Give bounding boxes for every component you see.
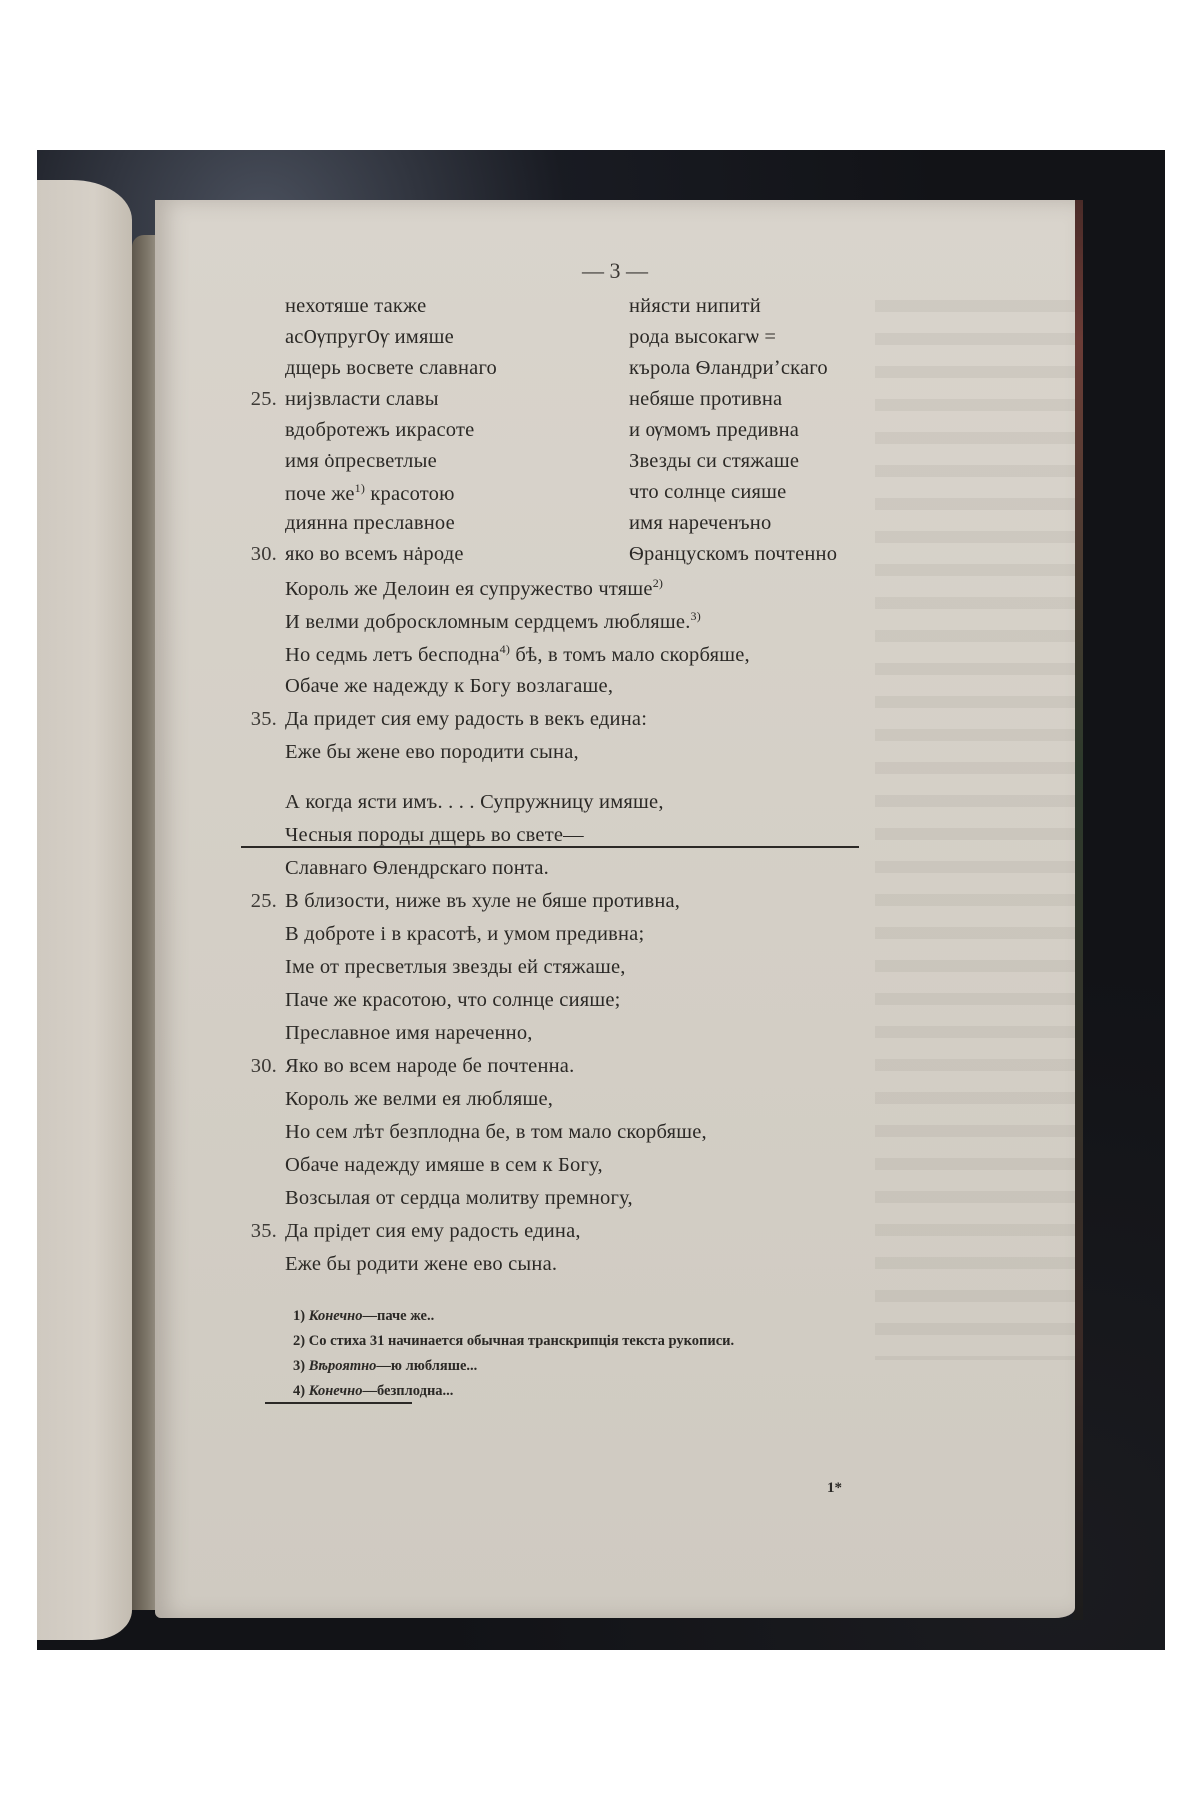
verse-text-wrap: [285, 576, 663, 601]
verse-row: [155, 326, 1055, 357]
footnote: [293, 1358, 477, 1375]
footnote-text: —паче же..: [362, 1308, 435, 1324]
verse-right: нйясти нипитй: [629, 295, 761, 317]
verse-text-wrap: [285, 642, 750, 667]
line-number: 35.: [250, 708, 277, 730]
verse-text: В близости, ниже въ хуле не бяше противна,: [285, 890, 681, 912]
footnote-ref: 4): [499, 642, 511, 656]
verse-row: [155, 388, 1055, 419]
footnote-emphasis: Конечно: [308, 1383, 363, 1399]
verse-text: А когда ясти имъ. . . . Супружницу имяше,: [285, 791, 664, 813]
verse-left: дщерь восвете славнаго: [285, 357, 498, 379]
footnote-mark: 4): [293, 1383, 306, 1399]
verse-right: имя нареченъно: [629, 512, 772, 534]
footnote-text: —безплодна...: [362, 1383, 454, 1399]
verse-line: [155, 1187, 1055, 1218]
verse-text: Король же Делоин ея супружество чтяше: [285, 577, 653, 600]
verse-right: что солнце сияше: [629, 481, 787, 503]
verse-text: Преславное имя нареченно,: [285, 1022, 533, 1044]
verse-line: [155, 1253, 1055, 1284]
verse-text: поче же: [285, 482, 355, 505]
signature-mark: 1*: [827, 1480, 842, 1496]
verse-row: [155, 481, 1055, 512]
footnote-text: —ю любляше...: [376, 1358, 478, 1374]
verse-line: [155, 1121, 1055, 1152]
verse-text-wrap: [285, 609, 701, 634]
verse-row: [155, 450, 1055, 481]
verse-text: Паче же красотою, что солнце сияше;: [285, 989, 621, 1011]
verse-line: [155, 857, 1055, 888]
verse-text: Но седмь летъ бесподна: [285, 643, 500, 666]
verse-line: [155, 923, 1055, 954]
verse-line: [155, 1022, 1055, 1053]
footnote-mark: 3): [293, 1358, 306, 1374]
verse-row: [155, 419, 1055, 450]
verse-line: [155, 576, 1055, 607]
footnote-ref: 3): [690, 609, 701, 623]
verse-left: [285, 481, 455, 506]
book-page: [155, 200, 1075, 1618]
verse-line: [155, 708, 1055, 739]
verse-text: Іме от пресветлыя звезды ей стяжаше,: [285, 956, 626, 978]
footnote: [293, 1308, 434, 1325]
verse-row: [155, 512, 1055, 543]
footnote-text: Со стиха 31 начинается обычная транскрипція текста рукописи.: [308, 1333, 735, 1349]
verse-left: нехотяше также: [285, 295, 427, 317]
verse-text: Да придет сия ему радость в векъ едина:: [285, 708, 648, 730]
verse-text: Король же велми ея любляше,: [285, 1088, 554, 1110]
verse-line: [155, 824, 1055, 855]
verse-text: Еже бы родити жене ево сына.: [285, 1253, 558, 1275]
verse-text: Чесныя породы дщерь во свете—: [285, 824, 584, 846]
footnote-ref: 2): [652, 576, 664, 590]
footnote-emphasis: Вѣроятно: [308, 1358, 377, 1374]
verse-text: Яко во всем народе бе почтенна.: [285, 1055, 575, 1077]
verse-line: [155, 956, 1055, 987]
footnote-mark: 1): [293, 1308, 306, 1324]
verse-left: нијзвласти славы: [285, 388, 439, 410]
footnote-emphasis: Конечно: [308, 1308, 363, 1324]
verse-left: диянна преславное: [285, 512, 455, 534]
verse-row: [155, 357, 1055, 388]
line-number: 35.: [250, 1220, 277, 1242]
footnote: [293, 1383, 453, 1400]
footnote-rule: [265, 1402, 412, 1404]
verse-line: [155, 1220, 1055, 1251]
verse-right: Звезды си стяжаше: [629, 450, 800, 472]
verse-right: и ѹмомъ предивна: [629, 419, 800, 441]
footnote-mark: 2): [293, 1333, 306, 1349]
footnote: [293, 1333, 734, 1350]
verse-text: красотою: [365, 482, 455, 505]
verse-line: [155, 675, 1055, 706]
verse-line: [155, 1055, 1055, 1086]
verse-line: [155, 989, 1055, 1020]
verse-row: [155, 295, 1055, 326]
verse-right: Ѳранцускомъ почтенно: [629, 543, 838, 565]
page-number: — 3 —: [582, 258, 648, 283]
verse-line: [155, 1154, 1055, 1185]
verse-row: [155, 543, 1055, 574]
verse-left: яко во всемъ нȧроде: [285, 543, 464, 565]
verse-line: [155, 609, 1055, 640]
verse-line: [155, 890, 1055, 921]
verse-text: В доброте і в красотѣ, и умом предивна;: [285, 923, 645, 945]
verse-line: [155, 642, 1055, 673]
book-photo: [37, 150, 1165, 1650]
verse-line: [155, 791, 1055, 822]
verse-text: бѣ, в томъ мало скорбяше,: [510, 643, 750, 666]
verse-text: Обаче надежду имяше в сем к Богу,: [285, 1154, 603, 1176]
line-number: 25.: [250, 388, 277, 410]
verse-text: Но сем лѣт безплодна бе, в том мало скорбяше,: [285, 1121, 707, 1143]
verse-left: асѸпругѸ имяше: [285, 326, 454, 348]
footnote-ref: 1): [354, 481, 366, 495]
line-number: 30.: [250, 543, 277, 565]
verse-right: кърола Ѳландриʼскаго: [629, 357, 828, 379]
verse-right: рода высокагѡ =: [629, 326, 777, 348]
verse-text: Обаче же надежду к Богу возлагаше,: [285, 675, 614, 697]
verse-text: И велми доброскломным сердцемъ любляше.: [285, 610, 691, 633]
verse-left: вдобротежъ икрасоте: [285, 419, 475, 441]
verse-left: имя ȯпресветлые: [285, 450, 437, 472]
verse-line: [155, 1088, 1055, 1119]
line-number: 25.: [250, 890, 277, 912]
verse-line: [155, 741, 1055, 772]
line-number: 30.: [250, 1055, 277, 1077]
verse-text: Славнаго Ѳлендрскаго понта.: [285, 857, 549, 879]
verse-text: Да прідет сия ему радость едина,: [285, 1220, 581, 1242]
left-page-edge: [37, 180, 132, 1640]
verse-text: Возсылая от сердца молитву премногу,: [285, 1187, 633, 1209]
verse-right: небяше противна: [629, 388, 783, 410]
verse-text: Еже бы жене ево породити сына,: [285, 741, 579, 763]
